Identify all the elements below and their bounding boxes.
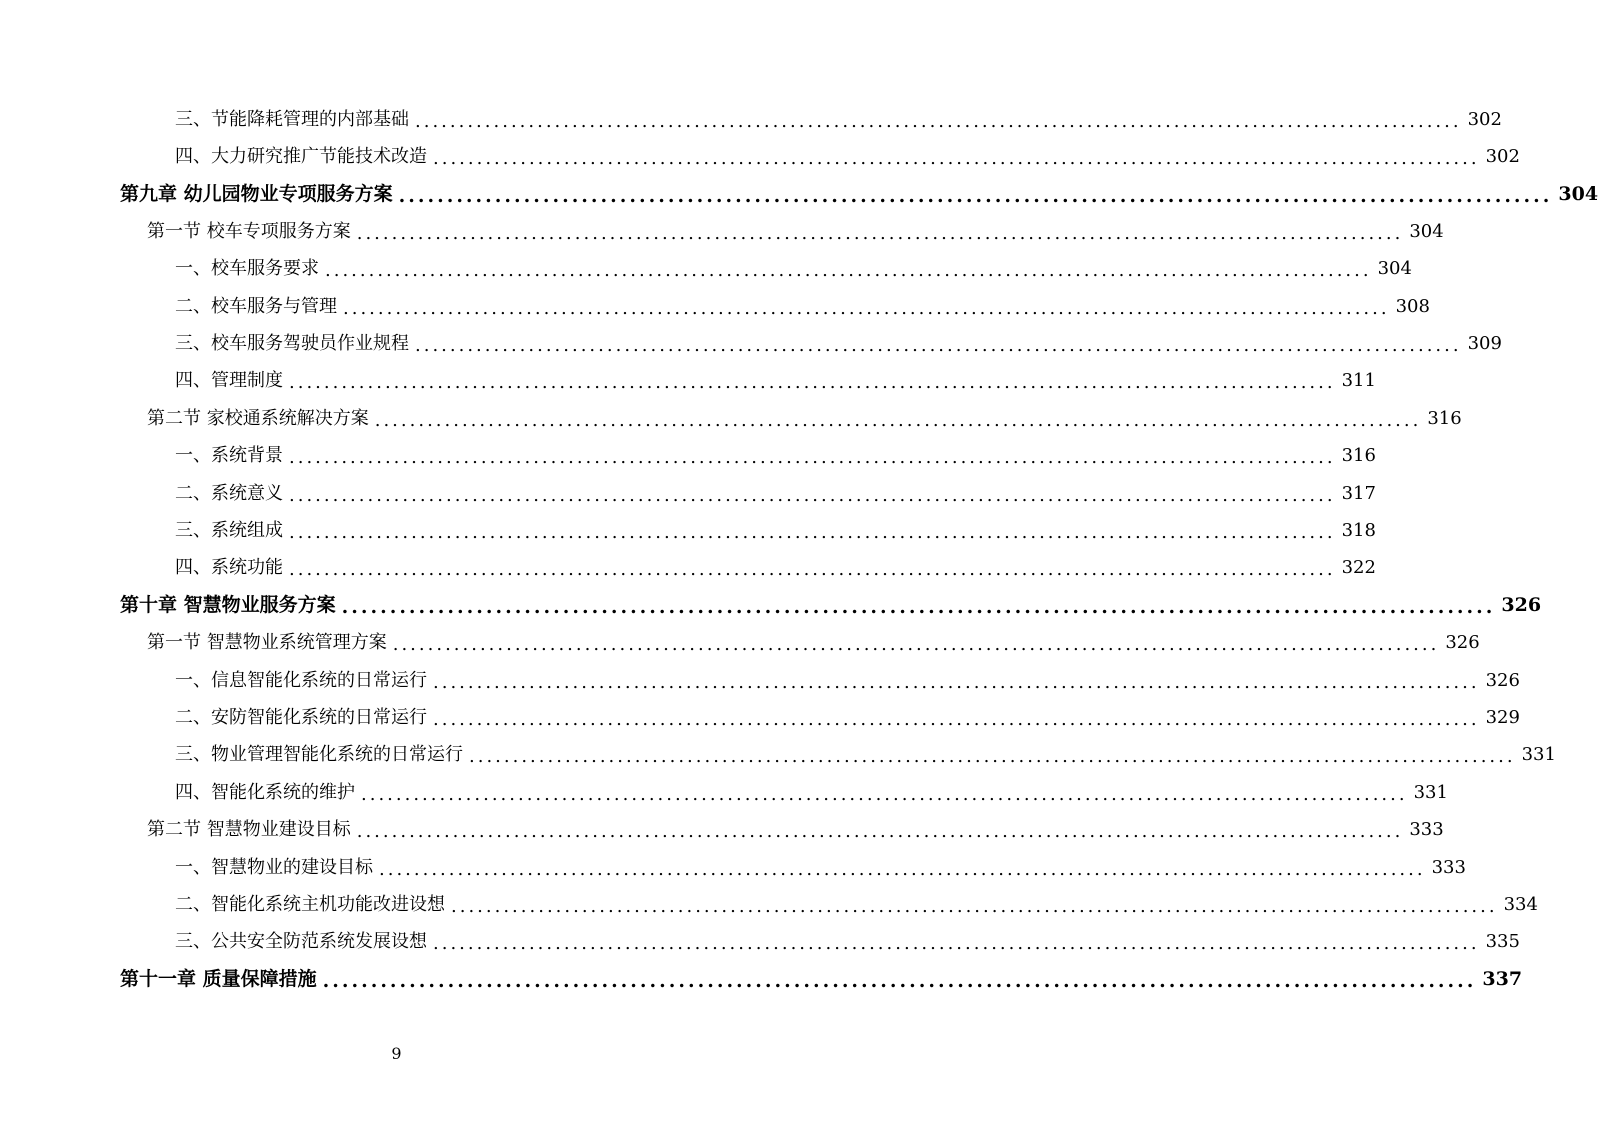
toc-dot-leader: ........................................................................................................................ <box>289 484 1336 506</box>
toc-subsection-entry[interactable] <box>175 924 1520 961</box>
toc-entry-title: 三、校车服务驾驶员作业规程 <box>175 332 409 354</box>
toc-entry-page: 304 <box>1409 220 1444 242</box>
toc-entry-page: 308 <box>1395 295 1430 317</box>
toc-entry-title: 二、校车服务与管理 <box>175 295 337 317</box>
toc-entry-page: 329 <box>1485 706 1520 728</box>
toc-entry-title: 四、系统功能 <box>175 557 283 579</box>
toc-entry-page: 309 <box>1467 332 1502 354</box>
toc-dot-leader: ........................................................................................................................ <box>341 596 1496 619</box>
toc-subsection-entry[interactable] <box>175 550 1376 587</box>
toc-entry-title: 第九章 幼儿园物业专项服务方案 <box>120 182 393 205</box>
toc-subsection-entry[interactable] <box>175 699 1520 736</box>
toc-subsection-entry[interactable] <box>175 325 1502 362</box>
toc-dot-leader: ........................................................................................................................ <box>374 409 1422 431</box>
toc-entry-page: 311 <box>1341 370 1376 392</box>
toc-entry-title: 二、安防智能化系统的日常运行 <box>175 706 427 728</box>
toc-entry-page: 335 <box>1485 931 1520 953</box>
toc-entry-page: 304 <box>1558 182 1598 205</box>
toc-dot-leader: ........................................................................................................................ <box>398 184 1553 207</box>
toc-entry-title: 二、智能化系统主机功能改进设想 <box>175 893 445 915</box>
toc-dot-leader: ........................................................................................................................ <box>469 746 1516 768</box>
toc-subsection-entry[interactable] <box>175 101 1502 138</box>
toc-dot-leader: ........................................................................................................................ <box>356 222 1404 244</box>
toc-section-entry[interactable] <box>147 812 1444 849</box>
toc-entry-page: 326 <box>1445 632 1480 654</box>
toc-entry-title: 四、智能化系统的维护 <box>175 781 355 803</box>
toc-entry-page: 316 <box>1427 407 1462 429</box>
toc-entry-title: 一、智慧物业的建设目标 <box>175 856 373 878</box>
toc-dot-leader: ........................................................................................................................ <box>361 783 1408 805</box>
toc-entry-page: 318 <box>1341 519 1376 541</box>
toc-subsection-entry[interactable] <box>175 138 1520 175</box>
toc-chapter-entry[interactable] <box>120 176 1598 213</box>
toc-dot-leader: ........................................................................................................................ <box>415 110 1462 132</box>
toc-section-entry[interactable] <box>147 400 1462 437</box>
toc-section-entry[interactable] <box>147 625 1480 662</box>
toc-subsection-entry[interactable] <box>175 662 1520 699</box>
toc-section-entry[interactable] <box>147 213 1444 250</box>
toc-dot-leader: ........................................................................................................................ <box>325 260 1372 282</box>
toc-dot-leader: ........................................................................................................................ <box>433 933 1480 955</box>
toc-subsection-entry[interactable] <box>175 849 1466 886</box>
toc-dot-leader: ........................................................................................................................ <box>289 521 1336 543</box>
toc-subsection-entry[interactable] <box>175 886 1538 923</box>
toc-entry-title: 一、信息智能化系统的日常运行 <box>175 669 427 691</box>
toc-entry-title: 一、系统背景 <box>175 445 283 467</box>
toc-dot-leader: ........................................................................................................................ <box>289 372 1336 394</box>
toc-chapter-entry[interactable] <box>120 961 1523 998</box>
toc-dot-leader: ........................................................................................................................ <box>289 559 1336 581</box>
toc-entry-page: 322 <box>1341 557 1376 579</box>
toc-entry-title: 三、节能降耗管理的内部基础 <box>175 108 409 130</box>
toc-entry-title: 第二节 智慧物业建设目标 <box>147 819 351 841</box>
toc-entry-page: 304 <box>1377 258 1412 280</box>
toc-entry-page: 302 <box>1467 108 1502 130</box>
toc-entry-title: 第十章 智慧物业服务方案 <box>120 594 336 617</box>
toc-entry-title: 一、校车服务要求 <box>175 258 319 280</box>
toc-dot-leader: ........................................................................................................................ <box>343 297 1390 319</box>
toc-entry-page: 331 <box>1413 781 1448 803</box>
toc-entry-page: 333 <box>1431 856 1466 878</box>
toc-entry-title: 第二节 家校通系统解决方案 <box>147 407 369 429</box>
toc-dot-leader: ........................................................................................................................ <box>433 147 1480 169</box>
toc-entry-page: 337 <box>1482 968 1523 991</box>
toc-entry-title: 第一节 校车专项服务方案 <box>147 220 351 242</box>
toc-dot-leader: ........................................................................................................................ <box>322 970 1477 993</box>
toc-entry-page: 316 <box>1341 445 1376 467</box>
toc-subsection-entry[interactable] <box>175 475 1376 512</box>
toc-dot-leader: ........................................................................................................................ <box>415 334 1462 356</box>
toc-subsection-entry[interactable] <box>175 774 1448 811</box>
toc-entry-page: 334 <box>1503 893 1538 915</box>
toc-subsection-entry[interactable] <box>175 251 1412 288</box>
toc-dot-leader: ........................................................................................................................ <box>392 634 1440 656</box>
toc-entry-page: 326 <box>1501 594 1542 617</box>
toc-dot-leader: ........................................................................................................................ <box>433 671 1480 693</box>
toc-dot-leader: ........................................................................................................................ <box>289 447 1336 469</box>
toc-subsection-entry[interactable] <box>175 363 1376 400</box>
toc-entry-title: 四、大力研究推广节能技术改造 <box>175 145 427 167</box>
toc-entry-title: 四、管理制度 <box>175 370 283 392</box>
toc-subsection-entry[interactable] <box>175 438 1376 475</box>
toc-entry-page: 317 <box>1341 482 1376 504</box>
toc-entry-title: 三、系统组成 <box>175 519 283 541</box>
toc-dot-leader: ........................................................................................................................ <box>451 895 1498 917</box>
toc-dot-leader: ........................................................................................................................ <box>356 821 1404 843</box>
toc-entry-title: 三、物业管理智能化系统的日常运行 <box>175 744 463 766</box>
toc-dot-leader: ........................................................................................................................ <box>379 858 1426 880</box>
toc-entry-title: 三、公共安全防范系统发展设想 <box>175 931 427 953</box>
page-number: 9 <box>391 1044 402 1063</box>
toc-entry-title: 第十一章 质量保障措施 <box>120 968 317 991</box>
toc-entry-page: 333 <box>1409 819 1444 841</box>
toc-entry-page: 302 <box>1485 145 1520 167</box>
toc-chapter-entry[interactable] <box>120 587 1542 624</box>
toc-entry-title: 二、系统意义 <box>175 482 283 504</box>
toc-entry-title: 第一节 智慧物业系统管理方案 <box>147 632 387 654</box>
toc-subsection-entry[interactable] <box>175 288 1430 325</box>
toc-subsection-entry[interactable] <box>175 737 1556 774</box>
toc-subsection-entry[interactable] <box>175 512 1376 549</box>
toc-dot-leader: ........................................................................................................................ <box>433 708 1480 730</box>
toc-entry-page: 331 <box>1521 744 1556 766</box>
toc-entry-page: 326 <box>1485 669 1520 691</box>
